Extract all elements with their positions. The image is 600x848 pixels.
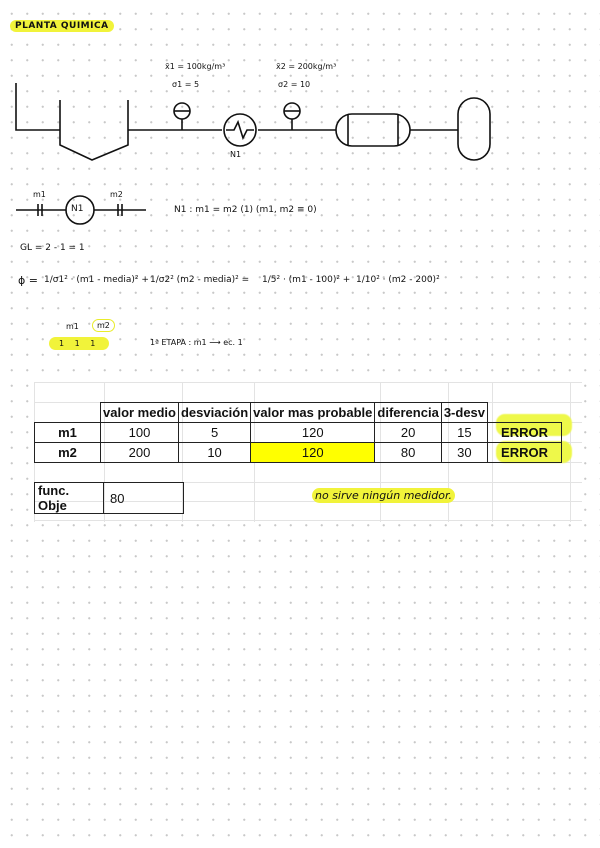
header-desviacion: desviación — [178, 403, 250, 423]
table-header-row — [35, 403, 562, 423]
storage-tank — [458, 98, 490, 160]
cell: 120 — [251, 423, 375, 443]
cell: 100 — [101, 423, 179, 443]
node-m1-label: m1 — [33, 190, 46, 199]
objective-term-1: 1/σ1² · (m1 - media)² + — [44, 275, 149, 285]
tank-body — [60, 100, 128, 160]
row-label: m1 — [35, 423, 101, 443]
cell: 30 — [441, 443, 487, 463]
degrees-of-freedom: GL = 2 - 1 = 1 — [20, 243, 85, 253]
cell: 200 — [101, 443, 179, 463]
objective-term-4: 1/10² · (m2 - 200)² — [356, 275, 440, 285]
func-value: 80 — [104, 483, 184, 514]
objective-term-2: 1/σ2² (m2 - media)² = — [150, 275, 250, 285]
cell: 10 — [178, 443, 250, 463]
objective-term-3: 1/5² · (m1 - 100)² + — [262, 275, 351, 285]
header-3-desv: 3-desv — [441, 403, 487, 423]
page-title: PLANTA QUIMICA — [10, 20, 114, 32]
status-cell: ERROR — [488, 443, 562, 463]
status-cell: ERROR — [488, 423, 562, 443]
spreadsheet — [34, 382, 582, 522]
table-row — [35, 423, 562, 443]
row-label: m2 — [35, 443, 101, 463]
horizontal-vessel — [336, 114, 410, 146]
process-flow-diagram — [0, 0, 600, 230]
stream2-mean-label: x̄2 = 200kg/m³ — [276, 62, 337, 71]
stage-text: 1ª ETAPA : m1 ⟶ ec. 1 — [150, 338, 243, 347]
stage-m1-label: m1 — [66, 322, 79, 331]
tank-outline — [16, 83, 60, 130]
table-row — [35, 443, 562, 463]
func-label: func. Obje — [35, 483, 104, 514]
cell: 5 — [178, 423, 250, 443]
header-valor-mas-probable: valor mas probable — [251, 403, 375, 423]
header-valor-medio: valor medio — [101, 403, 179, 423]
cell: 15 — [441, 423, 487, 443]
node-label: N1 — [71, 204, 84, 214]
header-diferencia: diferencia — [375, 403, 441, 423]
stream2-sigma-label: σ2 = 10 — [278, 80, 311, 89]
conclusion-note: no sirve ningún medidor. — [312, 488, 455, 503]
stage-marks: 1 1 1 — [49, 337, 109, 350]
stage-m2-label: m2 — [92, 319, 115, 332]
heat-exchanger-label: N1 — [230, 150, 242, 159]
results-table — [34, 402, 562, 463]
node-equation: N1 : m1 = m2 (1) (m1, m2 ≡ 0) — [174, 205, 317, 215]
cell: 20 — [375, 423, 441, 443]
stream1-mean-label: x̄1 = 100kg/m³ — [165, 62, 226, 71]
stream1-sigma-label: σ1 = 5 — [172, 80, 200, 89]
cell: 80 — [375, 443, 441, 463]
objective-function-box — [34, 482, 184, 514]
cell-highlighted: 120 — [251, 443, 375, 463]
objective-lhs: ϕ = — [18, 274, 38, 287]
node-m2-label: m2 — [110, 190, 123, 199]
